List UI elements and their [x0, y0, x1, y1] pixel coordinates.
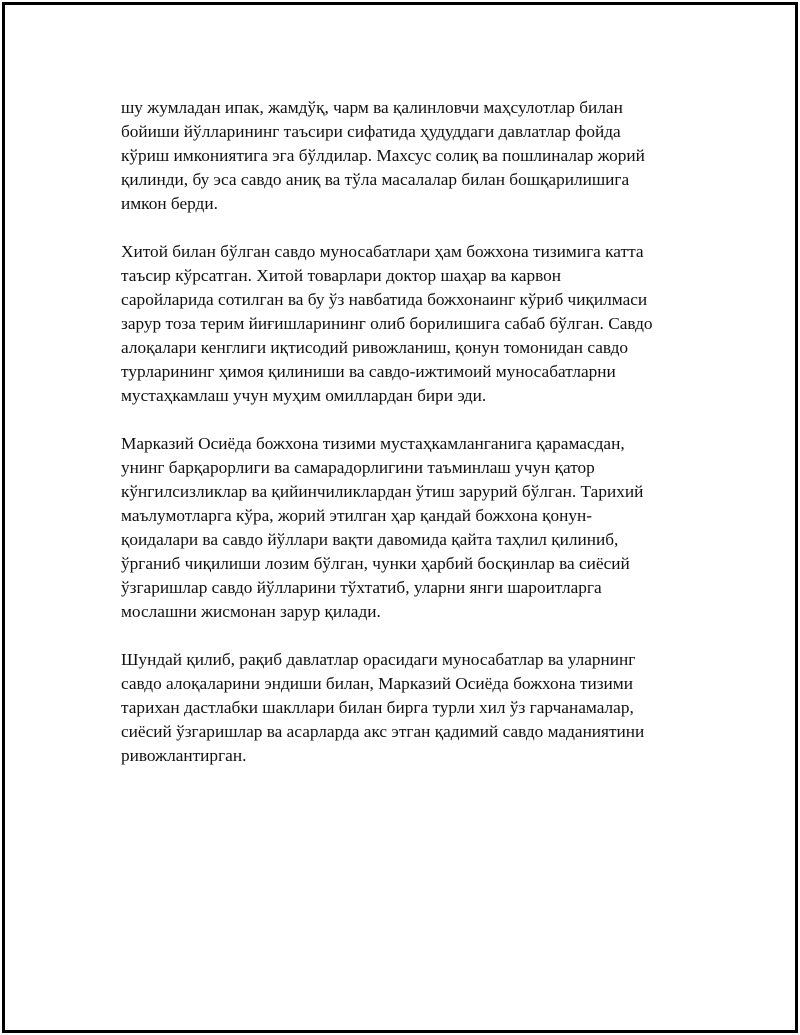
- text-line: унинг барқарорлиги ва самарадорлигини таъминлаш учун қатор: [121, 458, 595, 477]
- text-line: мустаҳкамлаш учун муҳим омиллардан бири эди.: [121, 386, 487, 405]
- text-line: бойиши йўлларининг таъсири сифатида ҳудуддаги давлатлар фойда: [121, 122, 621, 141]
- text-line: савдо алоқаларини эндиши билан, Марказий Осиёда божхона тизими: [121, 674, 633, 693]
- text-line: Марказий Осиёда божхона тизими мустаҳкамланганига қарамасдан,: [121, 434, 625, 453]
- text-line: Хитой билан бўлган савдо муносабатлари ҳам божхона тизимига катта: [121, 242, 644, 261]
- text-line: маълумотларга кўра, жорий этилган ҳар қандай божхона қонун-: [121, 506, 593, 525]
- text-line: ривожлантирган.: [121, 746, 247, 765]
- text-line: тарихан дастлабки шакллари билан бирга турли хил ўз гарчанамалар,: [121, 698, 634, 717]
- page-frame: [2, 2, 798, 1033]
- text-line: ўрганиб чиқилиши лозим бўлган, чунки ҳарбий босқинлар ва сиёсий: [121, 554, 630, 573]
- text-line: қоидалари ва савдо йўллари вақти давомида қайта таҳлил қилиниб,: [121, 530, 619, 549]
- paragraph-3: [121, 432, 711, 624]
- text-line: қилинди, бу эса савдо аниқ ва тўла масалалар билан бошқарилишига: [121, 170, 630, 189]
- text-line: мослашни жисмонан зарур қилади.: [121, 602, 381, 621]
- paragraph-1: [121, 96, 711, 216]
- text-line: ўзгаришлар савдо йўлларини тўхтатиб, уларни янги шароитларга: [121, 578, 602, 597]
- text-line: кўнгилсизликлар ва қийинчиликлардан ўтиш зарурий бўлган. Тарихий: [121, 482, 644, 501]
- text-line: кўриш имкониятига эга бўлдилар. Махсус солиқ ва пошлиналар жорий: [121, 146, 645, 165]
- paragraph-2: [121, 240, 711, 408]
- paragraph-4: [121, 648, 711, 768]
- text-line: алоқалари кенглиги иқтисодий ривожланиш, қонун томонидан савдо: [121, 338, 629, 357]
- text-line: сиёсий ўзгаришлар ва асарларда акс этган қадимий савдо маданиятини: [121, 722, 645, 741]
- text-line: имкон берди.: [121, 194, 218, 213]
- text-line: шу жумладан ипак, жамдўқ, чарм ва қалинловчи маҳсулотлар билан: [121, 98, 623, 117]
- text-line: таъсир кўрсатган. Хитой товарлари доктор шаҳар ва карвон: [121, 266, 562, 285]
- text-line: зарур тоза терим йиғишларининг олиб борилишига сабаб бўлган. Савдо: [121, 314, 653, 333]
- text-line: турларининг ҳимоя қилиниши ва савдо-ижтимоий муносабатларни: [121, 362, 616, 381]
- document-body: [121, 96, 711, 792]
- text-line: Шундай қилиб, рақиб давлатлар орасидаги муносабатлар ва уларнинг: [121, 650, 636, 669]
- text-line: саройларида сотилган ва бу ўз навбатида божхонаинг кўриб чиқилмаси: [121, 290, 648, 309]
